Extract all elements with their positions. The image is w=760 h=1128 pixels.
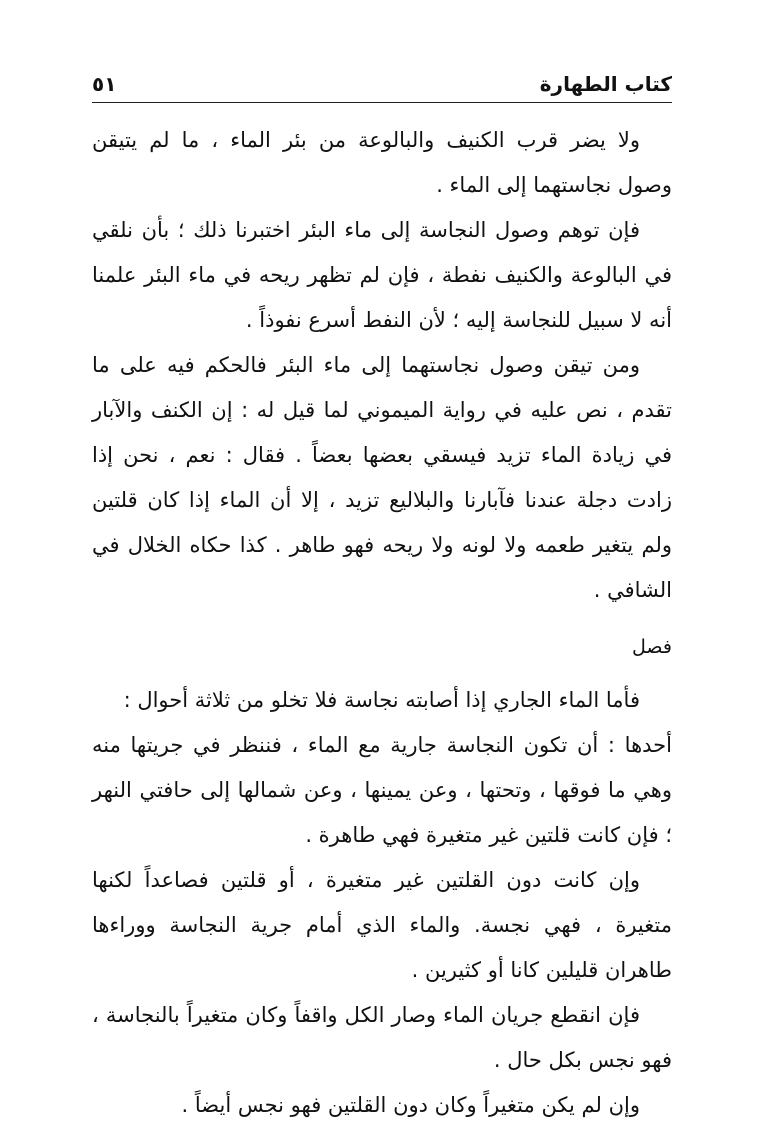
page-body — [92, 118, 672, 1128]
paragraph-6: وإن كانت دون القلتين غير متغيرة ، أو قلتين فصاعداً لكنها متغيرة ، فهي نجسة. والماء الذي أمام جرية النجاسة ووراءها طاهران قليلين كانا أو كثيرين . — [92, 868, 672, 982]
paragraph-1: ولا يضر قرب الكنيف والبالوعة من بئر الماء ، ما لم يتيقن وصول نجاستهما إلى الماء . — [92, 128, 672, 197]
paragraph-5: أحدها : أن تكون النجاسة جارية مع الماء ، فننظر في جريتها منه وهي ما فوقها ، وتحتها ، وعن يمينها ، وعن شمالها إلى حافتي النهر ؛ فإن كانت قلتين غير متغيرة فهي طاهرة . — [92, 733, 672, 847]
section-heading: فصل — [632, 636, 672, 658]
paragraph-4: فأما الماء الجاري إذا أصابته نجاسة فلا تخلو من ثلاثة أحوال : — [123, 688, 640, 712]
paragraph-3: ومن تيقن وصول نجاستهما إلى ماء البئر فالحكم فيه على ما تقدم ، نص عليه في رواية الميموني لما قيل له : إن الكنف والآبار في زيادة الماء تزيد فيسقي بعضها بعضاً . فقال : نعم ، نحن إذا زادت دجلة عندنا فآبارنا والبلاليع تزيد ، إلا أن الماء إذا كان قلتين ولم يتغير طعمه ولا لونه ولا ريحه فهو طاهر . كذا حكاه الخلال في الشافي . — [92, 353, 672, 602]
page-number: ٥١ — [92, 72, 117, 96]
paragraph-2: فإن توهم وصول النجاسة إلى ماء البئر اختبرنا ذلك ؛ بأن نلقي في البالوعة والكنيف نفطة ، فإن لم تظهر ريحه في ماء البئر علمنا أنه لا سبيل للنجاسة إليه ؛ لأن النفط أسرع نفوذاً . — [92, 218, 672, 332]
paragraph-8: وإن لم يكن متغيراً وكان دون القلتين فهو نجس أيضاً . — [181, 1093, 640, 1117]
page-header — [92, 66, 672, 103]
running-title: كتاب الطهارة — [539, 72, 672, 96]
paragraph-7: فإن انقطع جريان الماء وصار الكل واقفاً وكان متغيراً بالنجاسة ، فهو نجس بكل حال . — [92, 1003, 672, 1072]
